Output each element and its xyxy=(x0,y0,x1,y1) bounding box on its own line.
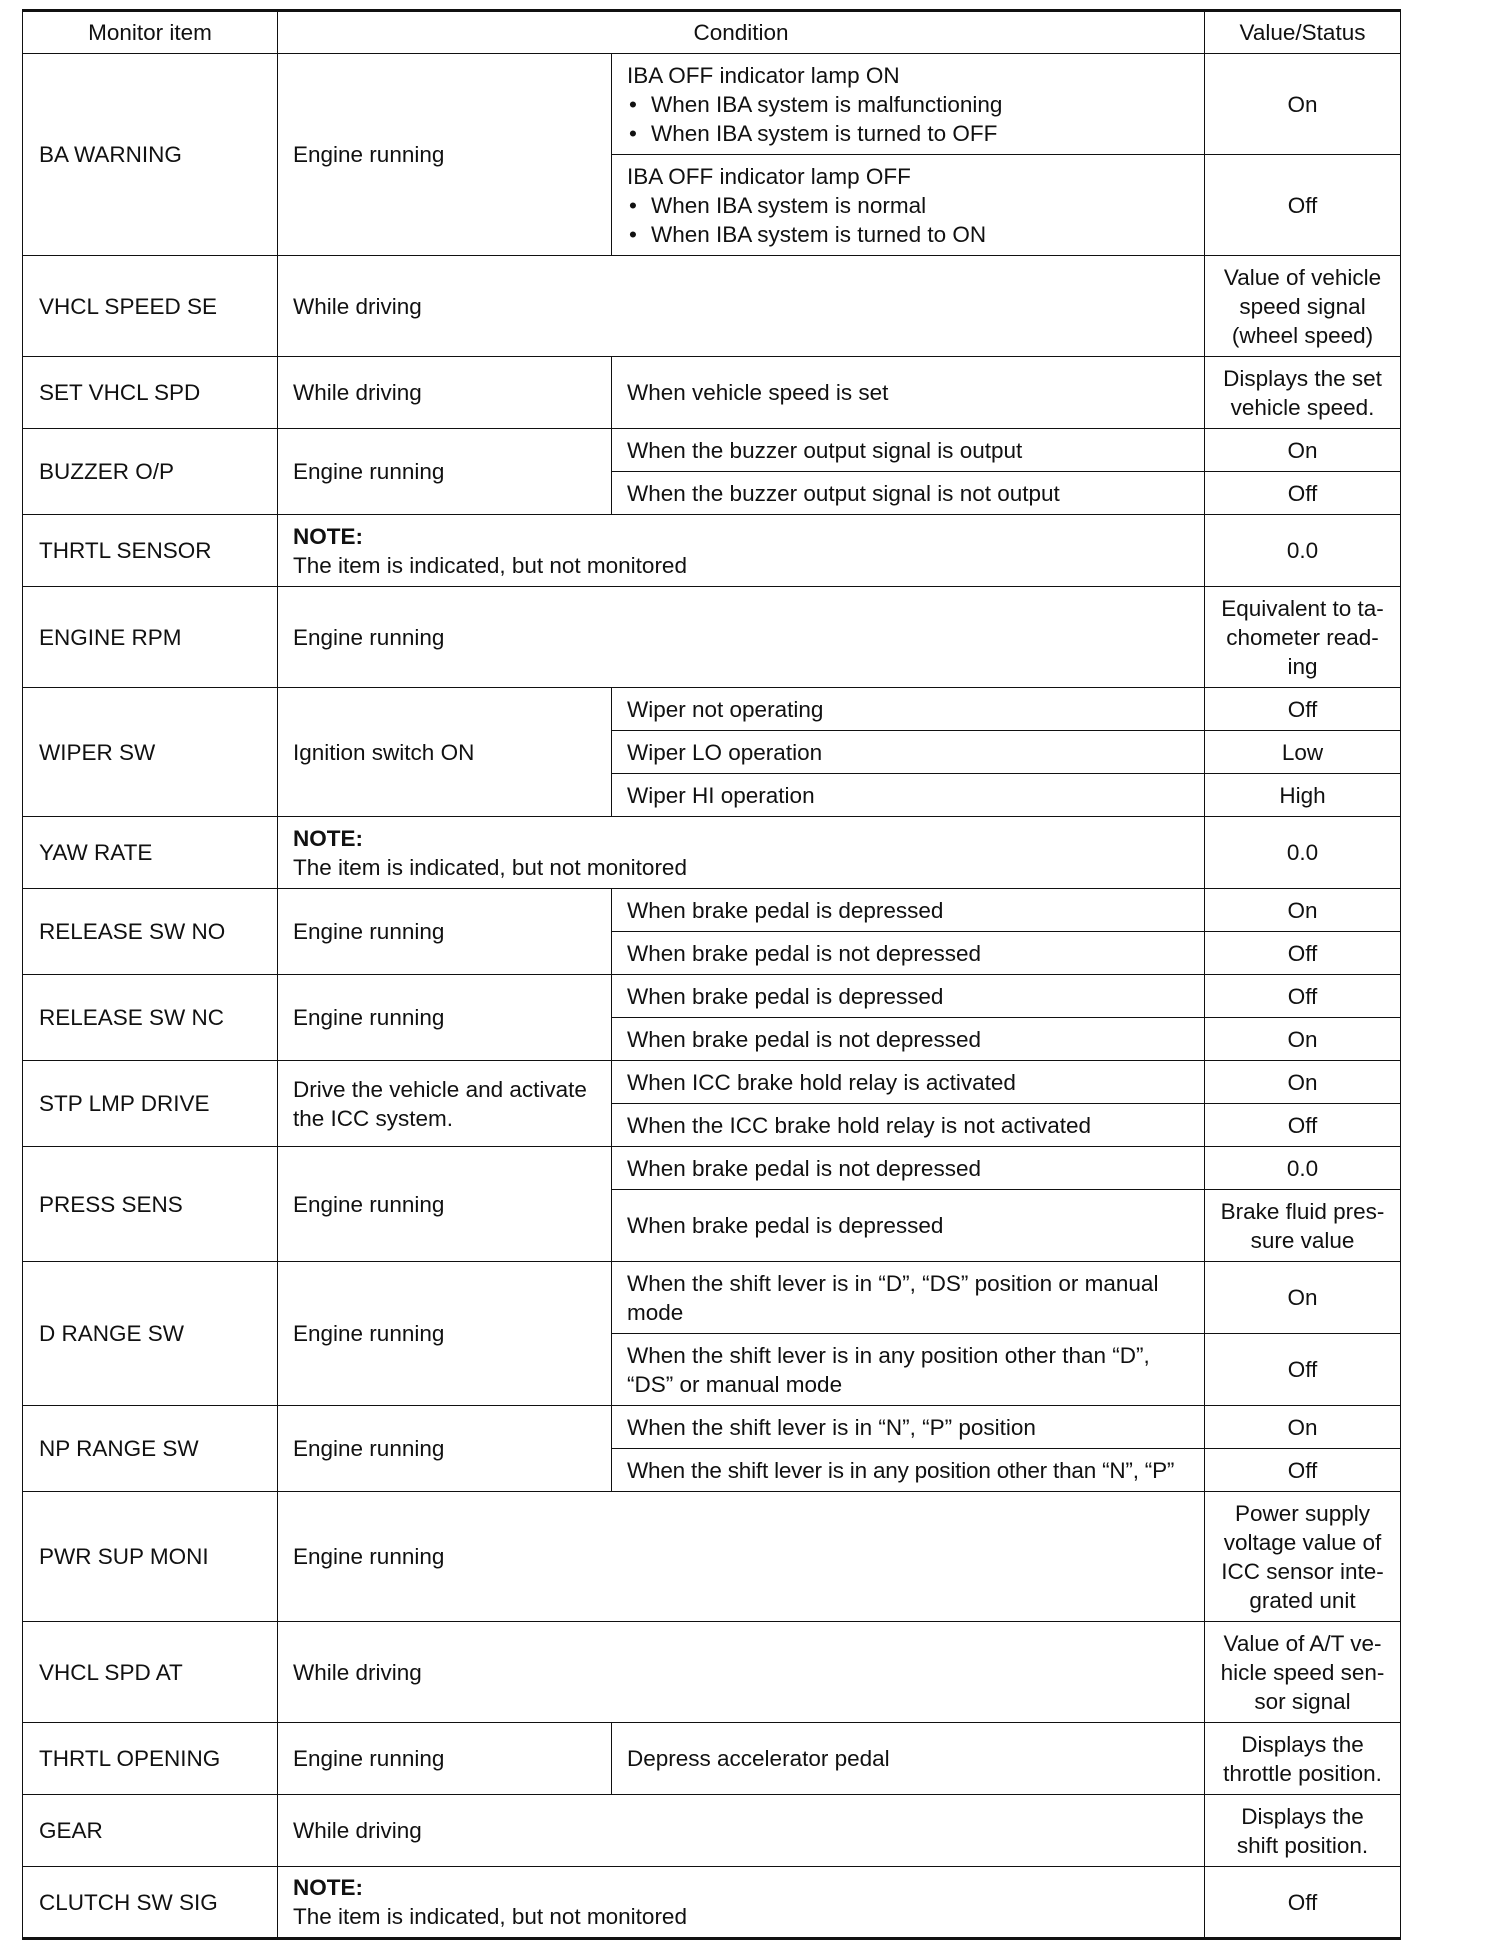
value-line: Value of vehicle xyxy=(1223,264,1382,290)
sub-condition: When the ICC brake hold relay is not activated xyxy=(612,1104,1205,1147)
value-status xyxy=(1205,1190,1401,1262)
sub-condition-title: IBA OFF indicator lamp ON xyxy=(627,62,900,88)
sub-condition xyxy=(612,54,1205,155)
bullet-item: • When IBA system is normal xyxy=(627,191,1189,220)
table-row xyxy=(23,1406,1401,1449)
condition: Engine running xyxy=(278,1492,1205,1622)
sub-condition: Wiper LO operation xyxy=(612,731,1205,774)
value-line: voltage value of xyxy=(1223,1529,1382,1555)
monitor-item: THRTL SENSOR xyxy=(23,515,278,587)
value-line: Value of A/T ve- xyxy=(1223,1630,1382,1656)
monitor-item: YAW RATE xyxy=(23,817,278,889)
value-status: On xyxy=(1205,1262,1401,1334)
value-status: On xyxy=(1205,1018,1401,1061)
note-cell xyxy=(278,1867,1205,1939)
sub-condition-line: When the shift lever is in “D”, “DS” position or manual xyxy=(627,1270,1159,1296)
monitor-item: RELEASE SW NO xyxy=(23,889,278,975)
table-row xyxy=(23,1795,1401,1867)
value-status: On xyxy=(1205,54,1401,155)
table-row xyxy=(23,688,1401,731)
condition: Engine running xyxy=(278,587,1205,688)
header-condition: Condition xyxy=(278,11,1205,54)
value-status: 0.0 xyxy=(1205,1147,1401,1190)
value-line: (wheel speed) xyxy=(1231,322,1374,348)
value-status xyxy=(1205,1795,1401,1867)
note-cell xyxy=(278,515,1205,587)
value-status xyxy=(1205,357,1401,429)
sub-condition: When the buzzer output signal is output xyxy=(612,429,1205,472)
sub-condition: When brake pedal is depressed xyxy=(612,1190,1205,1262)
value-line: Displays the set xyxy=(1223,365,1382,391)
value-line: ing xyxy=(1287,653,1318,679)
value-status: Off xyxy=(1205,1104,1401,1147)
table-row xyxy=(23,515,1401,587)
value-status xyxy=(1205,1492,1401,1622)
value-line: Brake fluid pres- xyxy=(1220,1198,1385,1224)
condition: Engine running xyxy=(278,1406,612,1492)
table-row xyxy=(23,1492,1401,1622)
value-line: sor signal xyxy=(1254,1688,1351,1714)
value-status: 0.0 xyxy=(1205,515,1401,587)
value-status: Off xyxy=(1205,155,1401,256)
note-text: The item is indicated, but not monitored xyxy=(293,552,687,578)
bullet-item: • When IBA system is turned to ON xyxy=(627,220,1189,249)
sub-condition xyxy=(612,1334,1205,1406)
value-line: sure value xyxy=(1250,1227,1355,1253)
table-row xyxy=(23,256,1401,357)
condition: Engine running xyxy=(278,54,612,256)
note-text: The item is indicated, but not monitored xyxy=(293,1904,687,1929)
monitor-item: WIPER SW xyxy=(23,688,278,817)
condition: Engine running xyxy=(278,889,612,975)
value-line: Displays the xyxy=(1241,1731,1364,1757)
monitor-item: CLUTCH SW SIG xyxy=(23,1867,278,1939)
value-status: Off xyxy=(1205,1867,1401,1939)
condition: Engine running xyxy=(278,1262,612,1406)
monitor-item: THRTL OPENING xyxy=(23,1723,278,1795)
table-row xyxy=(23,429,1401,472)
monitor-item: STP LMP DRIVE xyxy=(23,1061,278,1147)
sub-condition: When vehicle speed is set xyxy=(612,357,1205,429)
value-line: throttle position. xyxy=(1223,1760,1382,1786)
bullet-item: • When IBA system is turned to OFF xyxy=(627,119,1189,148)
condition xyxy=(278,1061,612,1147)
sub-condition: When the shift lever is in any position other than “N”, “P” xyxy=(612,1449,1205,1492)
condition: Engine running xyxy=(278,1723,612,1795)
monitor-item: NP RANGE SW xyxy=(23,1406,278,1492)
table-row xyxy=(23,817,1401,889)
value-line: speed signal xyxy=(1239,293,1366,319)
table-row xyxy=(23,1061,1401,1104)
table-row xyxy=(23,889,1401,932)
value-status: On xyxy=(1205,1406,1401,1449)
header-value-status: Value/Status xyxy=(1205,11,1401,54)
value-line: hicle speed sen- xyxy=(1220,1659,1385,1685)
header-monitor-item: Monitor item xyxy=(23,11,278,54)
sub-condition-line: When the shift lever is in any position other than “D”, xyxy=(627,1342,1150,1368)
condition-line: the ICC system. xyxy=(293,1105,454,1131)
table-row xyxy=(23,975,1401,1018)
sub-condition: When brake pedal is depressed xyxy=(612,975,1205,1018)
value-status xyxy=(1205,256,1401,357)
sub-condition: When brake pedal is not depressed xyxy=(612,1018,1205,1061)
value-line: shift position. xyxy=(1236,1832,1369,1858)
condition: While driving xyxy=(278,256,1205,357)
monitor-item: PRESS SENS xyxy=(23,1147,278,1262)
monitor-item: PWR SUP MONI xyxy=(23,1492,278,1622)
value-line: Power supply xyxy=(1234,1500,1371,1526)
table-row xyxy=(23,1867,1401,1939)
table-row xyxy=(23,357,1401,429)
monitor-item: VHCL SPD AT xyxy=(23,1622,278,1723)
value-status: 0.0 xyxy=(1205,817,1401,889)
note-cell xyxy=(278,817,1205,889)
monitor-item: VHCL SPEED SE xyxy=(23,256,278,357)
sub-condition: When ICC brake hold relay is activated xyxy=(612,1061,1205,1104)
note-label: NOTE: xyxy=(293,1875,363,1900)
note-label: NOTE: xyxy=(293,825,363,851)
condition-line: Drive the vehicle and activate xyxy=(293,1076,587,1102)
value-status: High xyxy=(1205,774,1401,817)
value-line: grated unit xyxy=(1249,1587,1356,1613)
sub-condition: When brake pedal is not depressed xyxy=(612,1147,1205,1190)
table-row xyxy=(23,1622,1401,1723)
condition: Engine running xyxy=(278,975,612,1061)
table-row xyxy=(23,1723,1401,1795)
sub-condition: When brake pedal is depressed xyxy=(612,889,1205,932)
sub-condition: When the shift lever is in “N”, “P” position xyxy=(612,1406,1205,1449)
value-status: On xyxy=(1205,889,1401,932)
value-status: Off xyxy=(1205,975,1401,1018)
table-row xyxy=(23,54,1401,155)
value-status: Off xyxy=(1205,932,1401,975)
condition: Engine running xyxy=(278,1147,612,1262)
value-status: Off xyxy=(1205,1449,1401,1492)
monitor-item: GEAR xyxy=(23,1795,278,1867)
sub-condition-line: “DS” or manual mode xyxy=(627,1371,843,1397)
value-status: Off xyxy=(1205,1334,1401,1406)
monitor-item: RELEASE SW NC xyxy=(23,975,278,1061)
monitor-item: ENGINE RPM xyxy=(23,587,278,688)
monitor-item: BA WARNING xyxy=(23,54,278,256)
value-status: Low xyxy=(1205,731,1401,774)
note-text: The item is indicated, but not monitored xyxy=(293,854,687,880)
value-status xyxy=(1205,587,1401,688)
monitor-item: D RANGE SW xyxy=(23,1262,278,1406)
monitor-items-table xyxy=(22,9,1401,1940)
condition: Ignition switch ON xyxy=(278,688,612,817)
condition: Engine running xyxy=(278,429,612,515)
value-status xyxy=(1205,1723,1401,1795)
monitor-item: SET VHCL SPD xyxy=(23,357,278,429)
value-line: vehicle speed. xyxy=(1230,394,1375,420)
sub-condition-line: mode xyxy=(627,1299,684,1325)
table-row xyxy=(23,1262,1401,1334)
value-line: chometer read- xyxy=(1226,624,1379,650)
value-line: Equivalent to ta- xyxy=(1221,595,1384,621)
monitor-item: BUZZER O/P xyxy=(23,429,278,515)
sub-condition: Wiper HI operation xyxy=(612,774,1205,817)
table-row xyxy=(23,587,1401,688)
bullet-item: • When IBA system is malfunctioning xyxy=(627,90,1189,119)
table-row xyxy=(23,1147,1401,1190)
value-status: On xyxy=(1205,1061,1401,1104)
value-line: Displays the xyxy=(1241,1803,1364,1829)
note-label: NOTE: xyxy=(293,523,363,549)
sub-condition: When the buzzer output signal is not output xyxy=(612,472,1205,515)
value-status xyxy=(1205,1622,1401,1723)
sub-condition: When brake pedal is not depressed xyxy=(612,932,1205,975)
sub-condition-title: IBA OFF indicator lamp OFF xyxy=(627,163,911,189)
value-status: Off xyxy=(1205,472,1401,515)
value-status: On xyxy=(1205,429,1401,472)
value-status: Off xyxy=(1205,688,1401,731)
sub-condition: Depress accelerator pedal xyxy=(612,1723,1205,1795)
condition: While driving xyxy=(278,357,612,429)
value-line: ICC sensor inte- xyxy=(1221,1558,1384,1584)
condition: While driving xyxy=(278,1622,1205,1723)
condition: While driving xyxy=(278,1795,1205,1867)
header-row xyxy=(23,11,1401,54)
sub-condition xyxy=(612,155,1205,256)
sub-condition: Wiper not operating xyxy=(612,688,1205,731)
sub-condition xyxy=(612,1262,1205,1334)
